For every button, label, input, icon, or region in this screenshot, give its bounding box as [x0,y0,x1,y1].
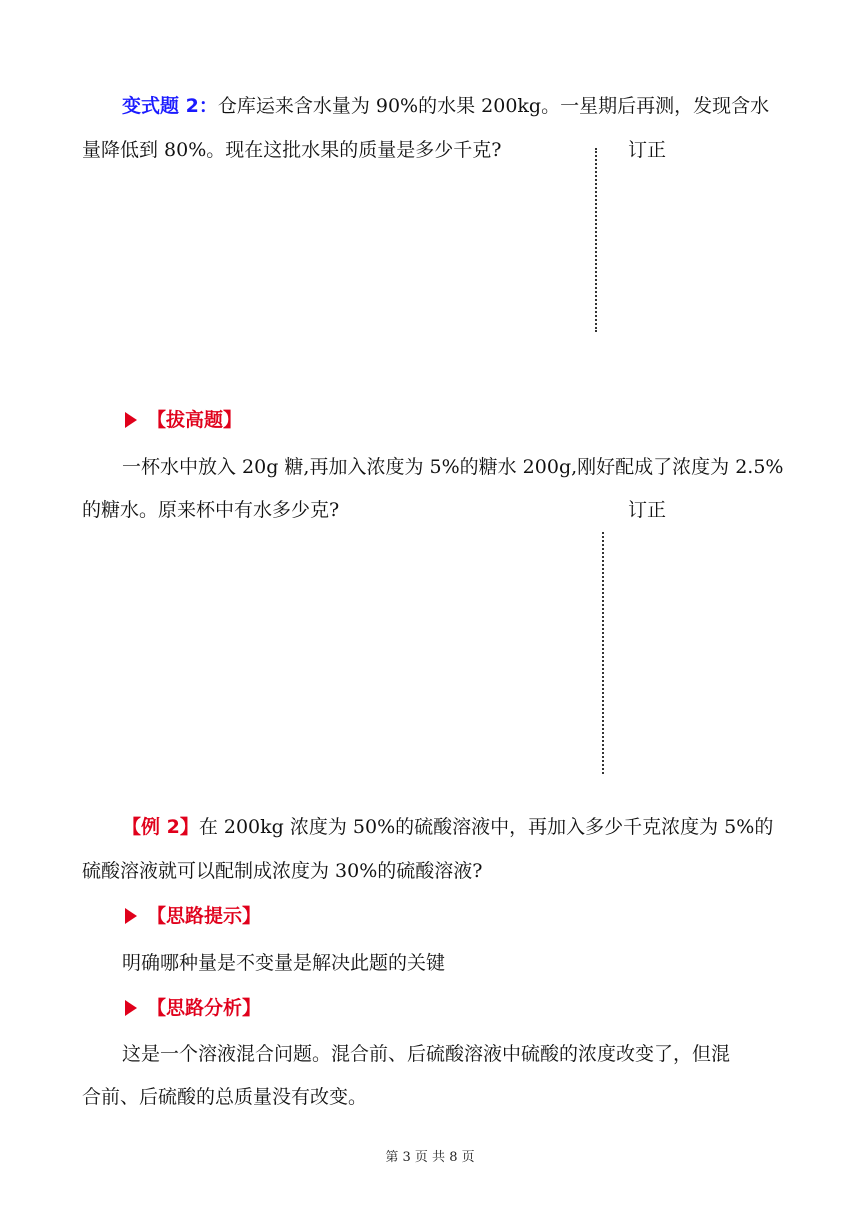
example2-label: 【例 2】 [122,816,199,838]
variant2-text-line1: 仓库运来含水量为 90%的水果 200kg。一星期后再测，发现含水 [217,95,770,117]
hint-text: 明确哪种量是不变量是解决此题的关键 [122,952,446,974]
advanced-heading-row [125,406,242,434]
example2-line1 [122,813,773,841]
analysis-text-line1: 这是一个溶液混合问题。混合前、后硫酸溶液中硫酸的浓度改变了，但混 [122,1043,731,1065]
advanced-text-line1: 一杯水中放入 20g 糖,再加入浓度为 5%的糖水 200g,刚好配成了浓度为 2.5% [122,456,784,478]
arrow-icon [125,412,137,428]
arrow-icon [125,908,137,924]
variant2-correction-label: 订正 [628,139,667,161]
variant2-text-line2: 量降低到 80%。现在这批水果的质量是多少千克? [82,139,502,161]
variant2-correction-divider [595,148,597,332]
hint-heading-row [125,902,261,930]
page-footer: 第 3 页 共 8 页 [385,1150,475,1165]
arrow-icon [125,1000,137,1016]
example2-text-line1: 在 200kg 浓度为 50%的硫酸溶液中，再加入多少千克浓度为 5%的 [198,816,774,838]
hint-heading: 【思路提示】 [147,905,262,927]
analysis-text-line2: 合前、后硫酸的总质量没有改变。 [82,1086,368,1108]
example2-text-line2: 硫酸溶液就可以配制成浓度为 30%的硫酸溶液? [82,860,483,882]
variant2-line1 [122,92,769,120]
advanced-text-line2: 的糖水。原来杯中有水多少克? [82,499,340,521]
advanced-correction-label: 订正 [628,499,667,521]
variant2-label: 变式题 2： [122,95,218,117]
analysis-heading: 【思路分析】 [147,997,262,1019]
analysis-heading-row [125,994,261,1022]
advanced-heading: 【拔高题】 [147,409,243,431]
advanced-correction-divider [602,532,604,774]
